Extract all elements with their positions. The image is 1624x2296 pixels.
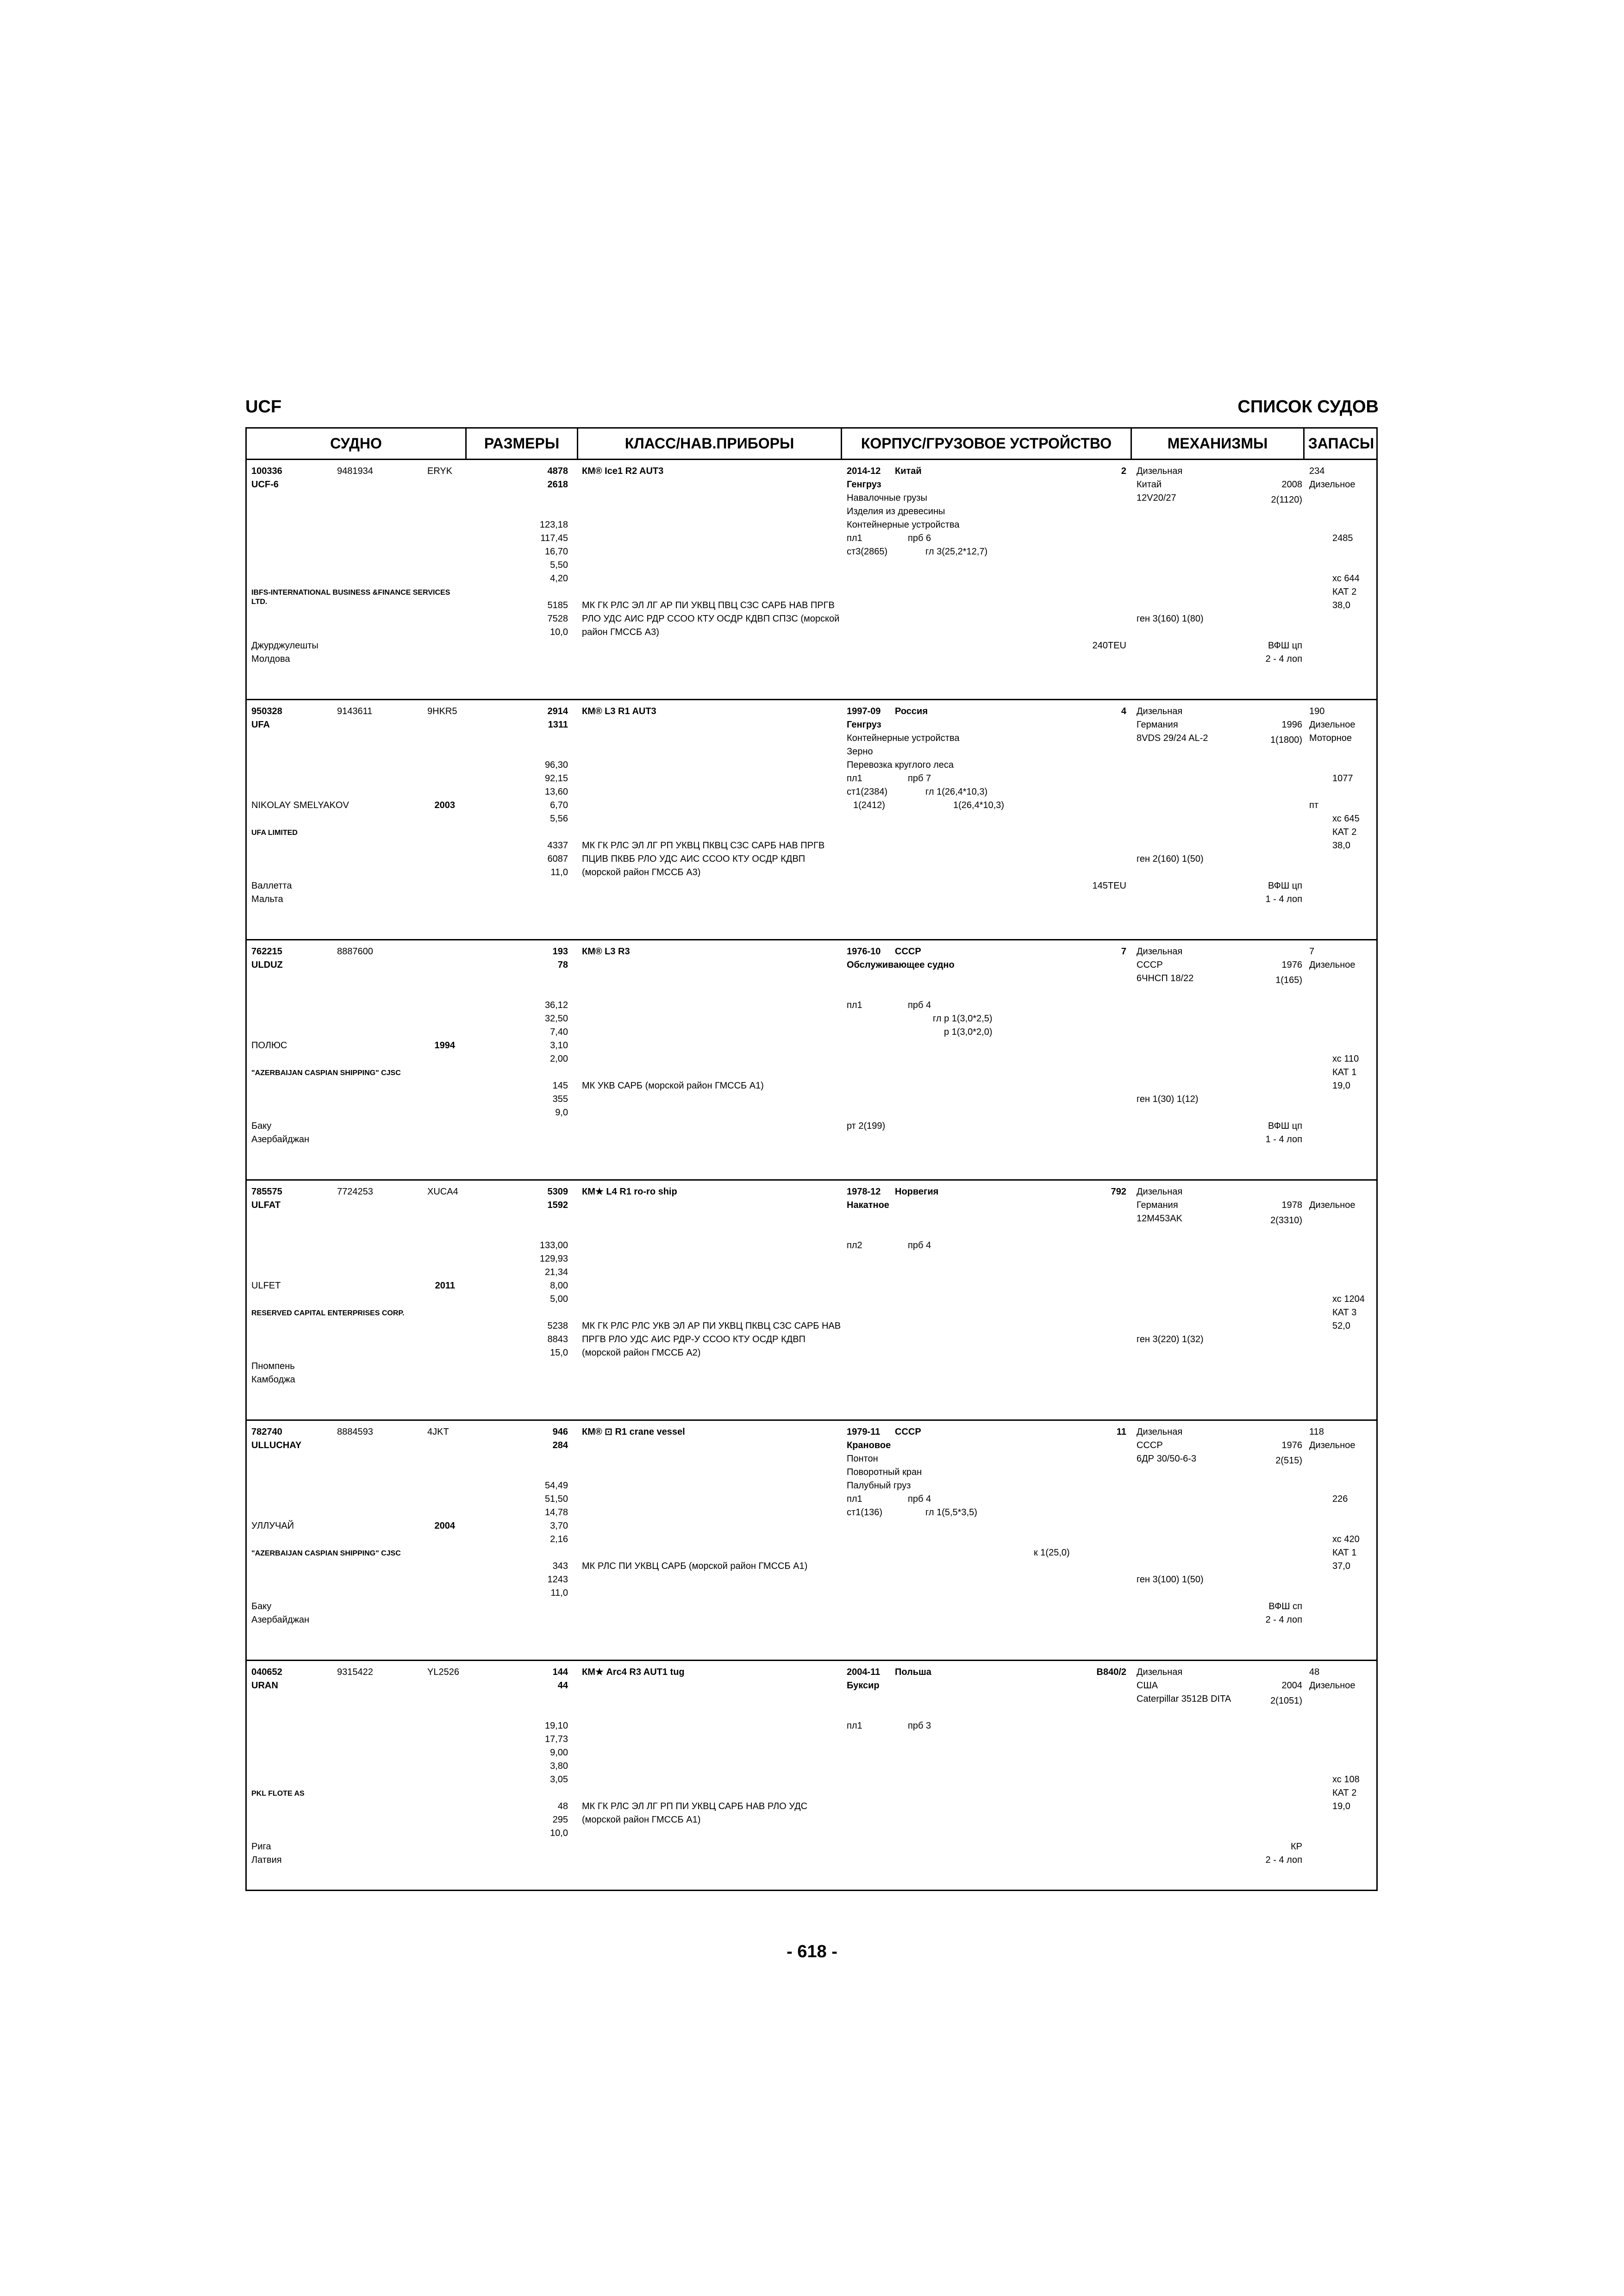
field-speed: 52,0: [1332, 1321, 1350, 1331]
field-1: 1311: [548, 720, 568, 730]
field-name: UFA: [251, 720, 270, 730]
field-8: 10,0: [550, 1828, 568, 1838]
field-builder: Китай: [895, 466, 922, 476]
field-reg: 100336: [251, 466, 282, 476]
field-xc: хс 108: [1332, 1774, 1360, 1785]
field-eng_model: 8VDS 29/24 AL-2: [1137, 733, 1208, 743]
page-number: - 618 -: [787, 1942, 837, 1961]
field-speed: 19,0: [1332, 1801, 1350, 1811]
field-extra: к 1(25,0): [1034, 1548, 1070, 1558]
field-imo: 7724253: [337, 1187, 373, 1197]
field-engine: Дизельная: [1137, 466, 1183, 476]
field-1: Изделия из древесины: [847, 506, 945, 516]
field-gen: ген 3(220) 1(32): [1137, 1334, 1204, 1344]
field-type: Накатное: [847, 1200, 889, 1210]
field-hull1b: прб 4: [908, 1000, 931, 1010]
field-imo: 9315422: [337, 1667, 373, 1677]
field-call: YL2526: [427, 1667, 459, 1677]
field-kat: КАТ 2: [1332, 1788, 1357, 1798]
field-eng_country: Германия: [1137, 720, 1178, 730]
field-country: Азербайджан: [251, 1134, 310, 1145]
field-eng_model: 6ЧНСП 18/22: [1137, 973, 1194, 983]
field-hull1b: прб 6: [908, 533, 931, 543]
field-holds: 792: [1111, 1187, 1126, 1197]
col-stocks: ЗАПАСЫ: [1308, 435, 1374, 452]
field-kat: КАТ 1: [1332, 1067, 1357, 1077]
col-hull: КОРПУС/ГРУЗОВОЕ УСТРОЙСТВО: [861, 435, 1112, 452]
field-eng_year: 2008: [1281, 479, 1302, 490]
field-3: 5,50: [550, 560, 568, 570]
field-1: 2618: [547, 479, 568, 490]
field-hull3b: р 1(3,0*2,0): [944, 1027, 993, 1037]
field-name: UCF-6: [251, 479, 279, 490]
field-class: КМ® ⊡ R1 crane vessel: [582, 1427, 685, 1437]
field-stock2: Дизельное: [1309, 720, 1355, 730]
field-0: 54,49: [544, 1481, 568, 1491]
ship-record: [247, 1661, 1376, 1901]
field-prop: ВФШ сп: [1268, 1601, 1302, 1612]
field-stock2: Дизельное: [1309, 1200, 1355, 1210]
field-name: ULDUZ: [251, 960, 283, 970]
field-stock2: Дизельное: [1309, 1680, 1355, 1691]
field-call: 9HKR5: [427, 706, 457, 716]
field-stock4: 226: [1332, 1494, 1348, 1504]
field-reg: 782740: [251, 1427, 282, 1437]
field-0: 2914: [547, 706, 568, 716]
field-prop: ВФШ цп: [1268, 641, 1302, 651]
field-class: КМ★ L4 R1 ro-ro ship: [582, 1187, 677, 1197]
field-1: 51,50: [544, 1494, 568, 1504]
field-prop: ВФШ цп: [1268, 881, 1302, 891]
field-stock4: 1077: [1332, 773, 1353, 784]
field-stock1: 118: [1309, 1427, 1324, 1437]
field-eng_country: СССР: [1137, 1440, 1163, 1450]
field-teu: 145TEU: [1092, 881, 1126, 891]
field-eng_year: 2004: [1281, 1680, 1302, 1691]
field-stock1: 234: [1309, 466, 1325, 476]
field-nav: МК ГК РЛС ЭЛ ЛГ АР ПИ УКВЦ ПВЦ СЗС САРБ НАВ ПРГВ РЛО УДС АИС РДР ССОО КТУ ОСДР КДВП СПЗС (морской район ГМССБ А3): [582, 600, 840, 637]
field-eng_model: 6ДР 30/50-6-3: [1137, 1454, 1197, 1464]
field-2: 13,60: [544, 787, 568, 797]
field-former: ПОЛЮС: [251, 1040, 287, 1051]
field-hull1: пл1: [847, 1721, 862, 1731]
field-kat: КАТ 2: [1332, 587, 1357, 597]
field-eng_model: 12M453AK: [1137, 1213, 1182, 1224]
field-nav: МК УКВ САРБ (морской район ГМССБ А1): [582, 1081, 764, 1091]
field-gen: ген 1(30) 1(12): [1137, 1094, 1199, 1104]
field-imo: 8887600: [337, 946, 373, 957]
field-holds: 11: [1116, 1427, 1126, 1437]
field-6: 343: [552, 1561, 568, 1571]
field-hull3b: 1(26,4*10,3): [953, 800, 1005, 810]
ships-table: [245, 427, 1378, 1891]
field-call: ERYK: [427, 466, 453, 476]
field-type: Буксир: [847, 1680, 880, 1691]
field-teu: 240TEU: [1092, 641, 1126, 651]
field-builder: СССР: [895, 1427, 921, 1437]
field-hull2: ст1(2384): [847, 787, 888, 797]
field-built: 1997-09: [847, 706, 881, 716]
field-eng_power: 1(165): [1275, 975, 1302, 985]
field-name: ULFAT: [251, 1200, 281, 1210]
field-6: 145: [552, 1081, 568, 1091]
field-stock2: Дизельное: [1309, 960, 1355, 970]
field-holds: 7: [1121, 946, 1126, 957]
field-eng_year: 1978: [1281, 1200, 1302, 1210]
field-built: 2014-12: [847, 466, 881, 476]
field-4: 4,20: [550, 573, 568, 584]
field-hull2: ст1(136): [847, 1507, 882, 1518]
field-stock1: 48: [1309, 1667, 1320, 1677]
field-2: 21,34: [544, 1267, 568, 1277]
field-xc: хс 110: [1332, 1054, 1359, 1064]
field-nav: МК ГК РЛС ЭЛ ЛГ РП УКВЦ ПКВЦ СЗС САРБ НАВ ПРГВ ПЦИВ ПКВБ РЛО УДС АИС ССОО КТУ ОСДР КДВП (морской район ГМССБ А3): [582, 840, 825, 877]
field-eng_year: 1976: [1281, 960, 1302, 970]
field-country: Азербайджан: [251, 1615, 310, 1625]
field-type: Генгруз: [847, 479, 881, 490]
ship-record: [247, 460, 1376, 700]
field-port: Баку: [251, 1601, 272, 1612]
field-xc: хс 645: [1332, 814, 1360, 824]
field-2: Перевозка круглого леса: [847, 760, 954, 770]
field-1: Поворотный кран: [847, 1467, 922, 1477]
field-1: Зерно: [847, 747, 873, 757]
field-speed: 19,0: [1332, 1081, 1350, 1091]
field-hull2b: гл 1(26,4*10,3): [925, 787, 988, 797]
field-xc: хс 644: [1332, 573, 1360, 584]
field-class: КМ® L3 R1 AUT3: [582, 706, 656, 716]
field-hull1: пл1: [847, 773, 862, 784]
field-eng_year: 1996: [1281, 720, 1302, 730]
field-eng_country: США: [1137, 1680, 1158, 1691]
col-class: КЛАСС/НАВ.ПРИБОРЫ: [625, 435, 794, 452]
table-header: [247, 429, 1376, 460]
field-stock3: Моторное: [1309, 733, 1352, 743]
field-kat: КАТ 1: [1332, 1548, 1357, 1558]
field-stock1: 190: [1309, 706, 1325, 716]
field-eng_country: Китай: [1137, 479, 1162, 490]
field-xc: хс 420: [1332, 1534, 1360, 1544]
field-speed: 38,0: [1332, 840, 1350, 851]
field-prop2: 2 - 4 лоп: [1265, 654, 1302, 664]
field-country: Мальта: [251, 894, 283, 904]
field-stock4: 2485: [1332, 533, 1353, 543]
field-8: 11,0: [550, 867, 568, 877]
field-1: 1592: [547, 1200, 568, 1210]
field-port: Рига: [251, 1842, 271, 1852]
field-hull2b: гл 3(25,2*12,7): [925, 547, 988, 557]
field-prop2: 1 - 4 лоп: [1265, 1134, 1302, 1145]
ship-record: [247, 700, 1376, 940]
col-dimensions: РАЗМЕРЫ: [484, 435, 560, 452]
field-2: Контейнерные устройства: [847, 520, 960, 530]
field-xc: хс 1204: [1332, 1294, 1365, 1304]
field-reg: 950328: [251, 706, 282, 716]
field-gen: ген 3(100) 1(50): [1137, 1574, 1204, 1585]
field-2: Палубный груз: [847, 1481, 911, 1491]
field-eng_power: 1(1800): [1270, 735, 1302, 745]
field-7: 355: [552, 1094, 568, 1104]
field-built: 1976-10: [847, 946, 881, 957]
field-class: КМ® L3 R3: [582, 946, 630, 957]
ship-record: [247, 1421, 1376, 1661]
field-engine: Дизельная: [1137, 1667, 1183, 1677]
field-hull2b: гл 1(5,5*3,5): [925, 1507, 977, 1518]
field-4: 5,00: [550, 1294, 568, 1304]
field-4: 2,00: [550, 1054, 568, 1064]
field-engine: Дизельная: [1137, 1427, 1183, 1437]
field-prop2: 1 - 4 лоп: [1265, 894, 1302, 904]
field-kat: КАТ 3: [1332, 1307, 1357, 1318]
field-former_year: 2004: [434, 1521, 455, 1531]
field-prop2: 2 - 4 лоп: [1265, 1855, 1302, 1865]
col-machinery: МЕХАНИЗМЫ: [1167, 435, 1268, 452]
field-imo: 9481934: [337, 466, 373, 476]
field-hull2b: гл р 1(3,0*2,5): [933, 1014, 993, 1024]
field-former: NIKOLAY SMELYAKOV: [251, 800, 349, 810]
field-4: 3,05: [550, 1774, 568, 1785]
field-8: 9,0: [555, 1108, 568, 1118]
field-nav: МК РЛС ПИ УКВЦ САРБ (морской район ГМССБ А1): [582, 1561, 808, 1571]
field-eng_power: 2(1120): [1271, 495, 1302, 505]
field-0: 4878: [547, 466, 568, 476]
field-hull1b: прб 4: [908, 1494, 931, 1504]
field-hull1: пл1: [847, 533, 862, 543]
field-former_year: 1994: [434, 1040, 455, 1051]
field-hull1: пл1: [847, 1000, 862, 1010]
col-ship: СУДНО: [330, 435, 382, 452]
field-type: Обслуживающее судно: [847, 960, 955, 970]
field-holds: 4: [1121, 706, 1126, 716]
field-imo: 8884593: [337, 1427, 373, 1437]
left-header: UCF: [245, 397, 282, 417]
field-4: 5,56: [550, 814, 568, 824]
field-1: 32,50: [544, 1014, 568, 1024]
field-class: КМ® Ice1 R2 AUT3: [582, 466, 664, 476]
field-eng_power: 2(3310): [1270, 1215, 1302, 1226]
field-hull3: 1(2412): [853, 800, 885, 810]
field-7: 295: [552, 1815, 568, 1825]
field-eng_country: СССР: [1137, 960, 1163, 970]
field-imo: 9143611: [337, 706, 373, 716]
field-reg: 785575: [251, 1187, 282, 1197]
field-hull1b: прб 7: [908, 773, 931, 784]
field-reg: 762215: [251, 946, 282, 957]
field-builder: Норвегия: [895, 1187, 939, 1197]
field-class: КМ★ Arc4 R3 AUT1 tug: [582, 1667, 685, 1677]
field-stock2: Дизельное: [1309, 1440, 1355, 1450]
field-owner: IBFS-INTERNATIONAL BUSINESS &FINANCE SERVICES LTD.: [251, 589, 450, 606]
field-builder: СССР: [895, 946, 921, 957]
field-0: Понтон: [847, 1454, 878, 1464]
field-3: 3,70: [550, 1521, 568, 1531]
field-type: Крановое: [847, 1440, 891, 1450]
field-8: 10,0: [550, 627, 568, 637]
ship-record: [247, 940, 1376, 1181]
field-0: Навалочные грузы: [847, 493, 927, 503]
field-gen: ген 2(160) 1(50): [1137, 854, 1204, 864]
field-port: Пномпень: [251, 1361, 295, 1371]
field-7: 6087: [547, 854, 568, 864]
field-hull2: ст3(2865): [847, 547, 888, 557]
field-1: 117,45: [540, 533, 568, 543]
field-6: 48: [557, 1801, 568, 1811]
field-former: УЛЛУЧАЙ: [251, 1521, 294, 1531]
field-eng_power: 2(515): [1275, 1456, 1302, 1466]
field-engine: Дизельная: [1137, 706, 1183, 716]
field-kat: КАТ 2: [1332, 827, 1357, 837]
field-3: 3,10: [550, 1040, 568, 1051]
field-built: 1978-12: [847, 1187, 881, 1197]
field-0: 123,18: [539, 520, 568, 530]
field-owner: RESERVED CAPITAL ENTERPRISES CORP.: [251, 1309, 405, 1317]
field-holds: 2: [1121, 466, 1126, 476]
field-1: 17,73: [544, 1734, 568, 1744]
field-port: Баку: [251, 1121, 272, 1131]
field-builder: Россия: [895, 706, 928, 716]
field-0: 36,12: [544, 1000, 568, 1010]
field-speed: 37,0: [1332, 1561, 1350, 1571]
ship-record: [247, 1181, 1376, 1421]
field-port: Валлетта: [251, 881, 292, 891]
field-prop: КР: [1291, 1842, 1302, 1852]
field-6: 5185: [547, 600, 568, 610]
field-engine: Дизельная: [1137, 946, 1183, 957]
field-speed: 38,0: [1332, 600, 1350, 610]
field-owner: "AZERBAIJAN CASPIAN SHIPPING" CJSC: [251, 1069, 401, 1077]
field-stock2: Дизельное: [1309, 479, 1355, 490]
field-hull1b: прб 4: [908, 1240, 931, 1251]
field-engine: Дизельная: [1137, 1187, 1183, 1197]
field-7: 7528: [547, 614, 568, 624]
field-name: ULLUCHAY: [251, 1440, 302, 1450]
field-1: 44: [557, 1680, 568, 1691]
field-nav: МК ГК РЛС ЭЛ ЛГ РП ПИ УКВЦ САРБ НАВ РЛО УДС (морской район ГМССБ А1): [582, 1801, 808, 1825]
field-0: 946: [552, 1427, 568, 1437]
field-0: Контейнерные устройства: [847, 733, 960, 743]
field-port: Джурджулешты: [251, 641, 319, 651]
field-0: 19,10: [544, 1721, 568, 1731]
field-country: Молдова: [251, 654, 290, 664]
field-stock1: 7: [1309, 946, 1315, 957]
field-3: 3,80: [550, 1761, 568, 1771]
field-country: Камбоджа: [251, 1375, 295, 1385]
field-0: 96,30: [544, 760, 568, 770]
field-eng_country: Германия: [1137, 1200, 1178, 1210]
field-hull4: рт 2(199): [847, 1121, 886, 1131]
field-former: ULFET: [251, 1281, 281, 1291]
field-6: 5238: [547, 1321, 568, 1331]
field-1: 78: [557, 960, 568, 970]
field-stock5: пт: [1309, 800, 1318, 810]
field-nav: МК ГК РЛС РЛС УКВ ЭЛ АР ПИ УКВЦ ПКВЦ СЗС САРБ НАВ ПРГВ РЛО УДС АИС РДР-У ССОО КТУ ОСДР КДВП (морской район ГМССБ А2): [582, 1321, 841, 1358]
field-hull1: пл1: [847, 1494, 862, 1504]
field-0: 193: [552, 946, 568, 957]
field-hull1: пл2: [847, 1240, 862, 1251]
field-type: Генгруз: [847, 720, 881, 730]
field-3: 6,70: [550, 800, 568, 810]
field-owner: UFA LIMITED: [251, 829, 298, 837]
field-built: 2004-11: [847, 1667, 881, 1677]
field-country: Латвия: [251, 1855, 282, 1865]
field-prop2: 2 - 4 лоп: [1265, 1615, 1302, 1625]
field-holds: B840/2: [1096, 1667, 1126, 1677]
field-eng_power: 2(1051): [1270, 1696, 1302, 1706]
field-name: URAN: [251, 1680, 278, 1691]
field-7: 1243: [547, 1574, 568, 1585]
field-eng_year: 1976: [1281, 1440, 1302, 1450]
field-builder: Польша: [895, 1667, 931, 1677]
field-6: 4337: [547, 840, 568, 851]
field-2: 14,78: [544, 1507, 568, 1518]
field-built: 1979-11: [847, 1427, 881, 1437]
field-owner: "AZERBAIJAN CASPIAN SHIPPING" CJSC: [251, 1549, 401, 1557]
field-8: 15,0: [550, 1348, 568, 1358]
field-2: 7,40: [550, 1027, 568, 1037]
field-2: 16,70: [544, 547, 568, 557]
field-2: 9,00: [550, 1748, 568, 1758]
field-0: 133,00: [539, 1240, 568, 1251]
field-reg: 040652: [251, 1667, 282, 1677]
field-8: 11,0: [550, 1588, 568, 1598]
field-owner: PKL FLOTE AS: [251, 1790, 305, 1798]
field-call: XUCA4: [427, 1187, 458, 1197]
field-1: 129,93: [539, 1254, 568, 1264]
field-7: 8843: [547, 1334, 568, 1344]
field-1: 284: [552, 1440, 568, 1450]
field-call: 4JKT: [427, 1427, 449, 1437]
field-prop: ВФШ цп: [1268, 1121, 1302, 1131]
field-eng_model: Caterpillar 3512B DITA: [1137, 1694, 1231, 1704]
field-0: 144: [552, 1667, 568, 1677]
right-header: СПИСОК СУДОВ: [1237, 397, 1379, 417]
field-hull1b: прб 3: [908, 1721, 931, 1731]
field-former_year: 2003: [434, 800, 455, 810]
field-gen: ген 3(160) 1(80): [1137, 614, 1204, 624]
field-3: 8,00: [550, 1281, 568, 1291]
field-4: 2,16: [550, 1534, 568, 1544]
field-eng_model: 12V20/27: [1137, 493, 1176, 503]
field-former_year: 2011: [435, 1281, 455, 1291]
field-0: 5309: [547, 1187, 568, 1197]
field-1: 92,15: [544, 773, 568, 784]
